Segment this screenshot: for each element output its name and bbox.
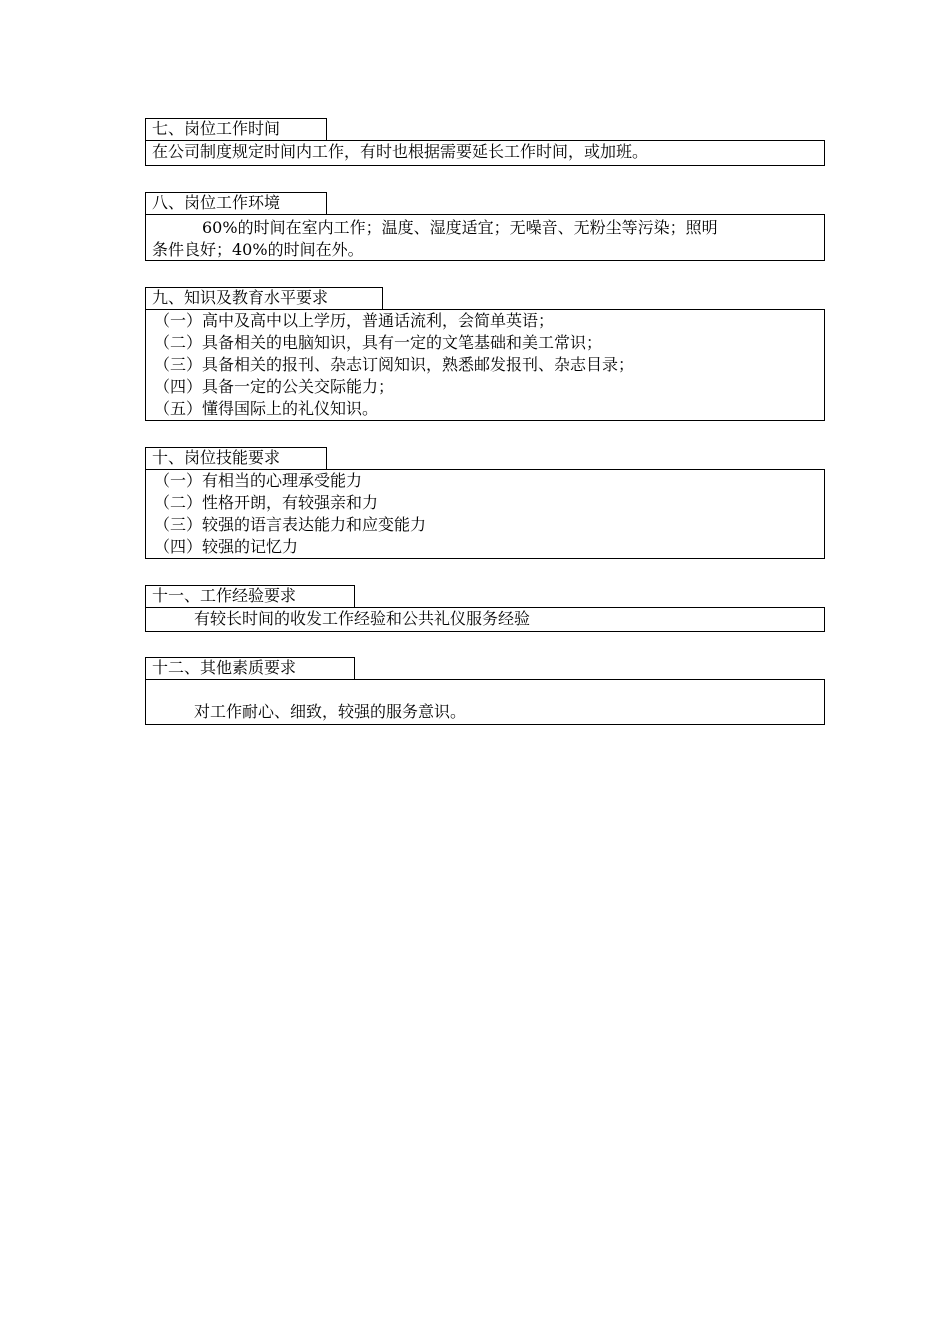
section-line: 有较长时间的收发工作经验和公共礼仪服务经验 xyxy=(194,609,531,628)
section-other-qualities xyxy=(145,657,825,725)
section-line: （三）具备相关的报刊、杂志订阅知识，熟悉邮发报刊、杂志目录； xyxy=(154,355,635,374)
section-line: 对工作耐心、细致，较强的服务意识。 xyxy=(194,702,467,721)
section-title: 七、岗位工作时间 xyxy=(145,118,327,140)
section-title: 十一、工作经验要求 xyxy=(145,585,355,607)
section-body xyxy=(145,679,825,725)
section-line: 在公司制度规定时间内工作，有时也根据需要延长工作时间，或加班。 xyxy=(152,142,649,161)
section-work-environment xyxy=(145,192,825,261)
section-line: 60%的时间在室内工作；温度、湿度适宜；无噪音、无粉尘等污染；照明 xyxy=(202,218,718,237)
section-work-time xyxy=(145,118,825,166)
section-line: （四）较强的记忆力 xyxy=(154,537,299,556)
section-line: （一）高中及高中以上学历，普通话流利，会简单英语； xyxy=(154,311,555,330)
section-line: （二）性格开朗，有较强亲和力 xyxy=(154,493,379,512)
section-body xyxy=(145,140,825,166)
section-line: （四）具备一定的公关交际能力； xyxy=(154,377,395,396)
section-skill-requirements xyxy=(145,447,825,559)
section-body xyxy=(145,309,825,421)
section-title: 九、知识及教育水平要求 xyxy=(145,287,383,309)
section-title: 八、岗位工作环境 xyxy=(145,192,327,214)
section-line: （三）较强的语言表达能力和应变能力 xyxy=(154,515,427,534)
section-knowledge-education xyxy=(145,287,825,421)
section-body xyxy=(145,607,825,632)
section-work-experience xyxy=(145,585,825,632)
section-body xyxy=(145,214,825,261)
section-line: （五）懂得国际上的礼仪知识。 xyxy=(154,399,379,418)
section-body xyxy=(145,469,825,559)
section-title: 十二、其他素质要求 xyxy=(145,657,355,679)
section-line: （二）具备相关的电脑知识，具有一定的文笔基础和美工常识； xyxy=(154,333,603,352)
section-line: （一）有相当的心理承受能力 xyxy=(154,471,363,490)
section-title: 十、岗位技能要求 xyxy=(145,447,327,469)
section-line: 条件良好；40%的时间在外。 xyxy=(152,240,364,259)
